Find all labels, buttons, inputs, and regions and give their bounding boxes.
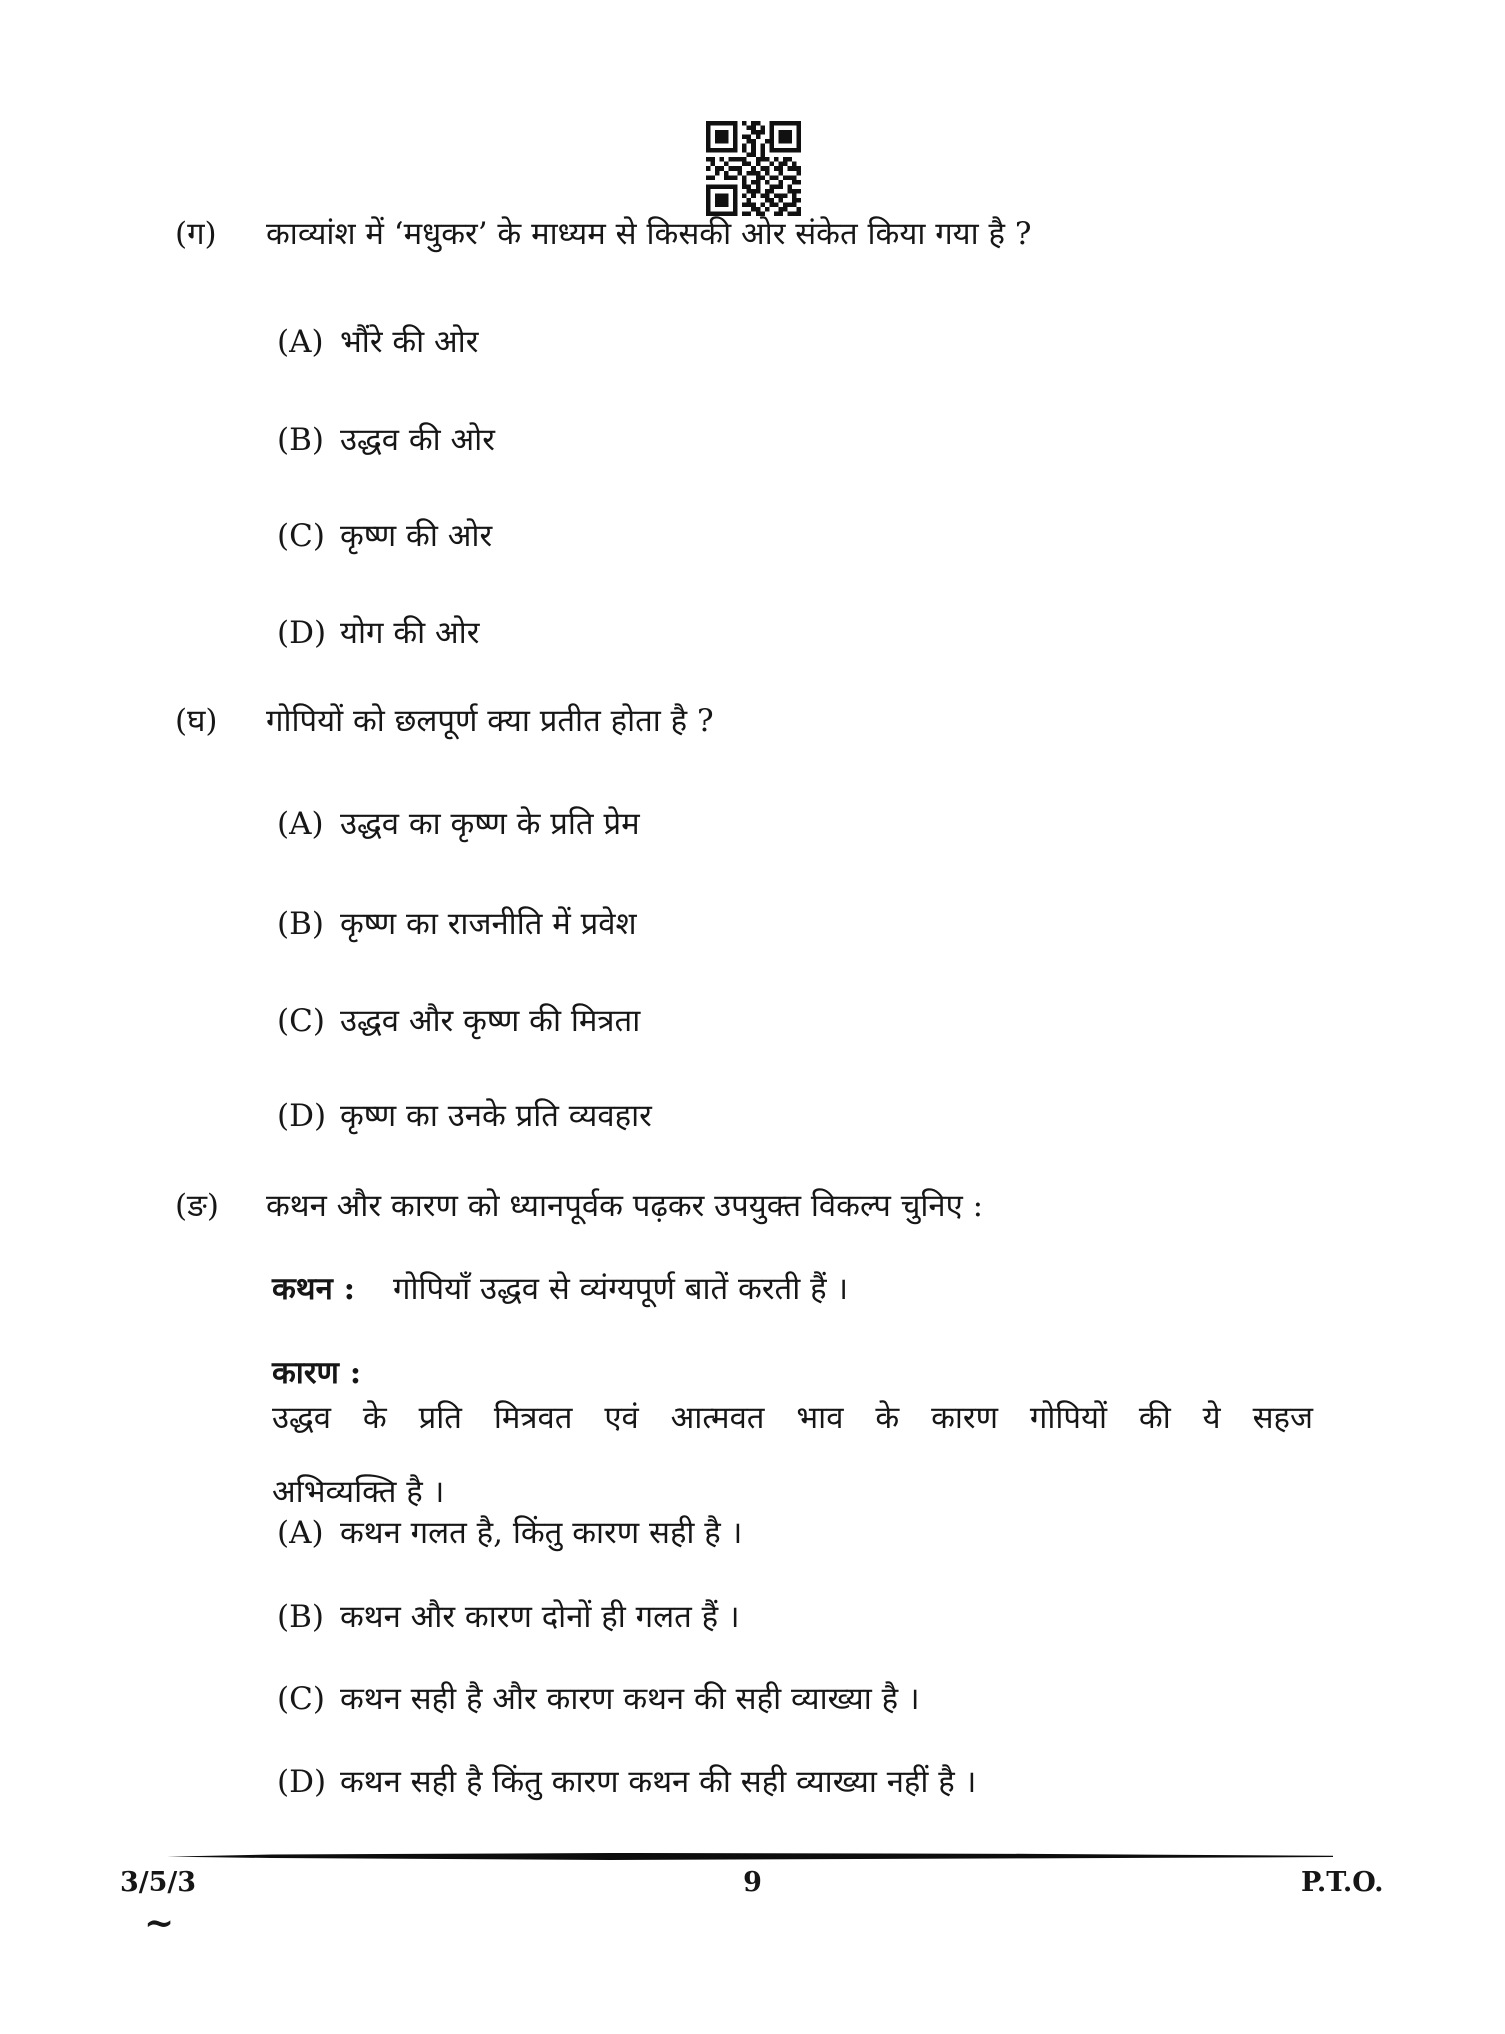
- question-nga-label: (ङ): [175, 1188, 219, 1224]
- assertion-row: [272, 1267, 848, 1312]
- reason-text: [272, 1396, 1313, 1515]
- footer-page-number: 9: [743, 1867, 762, 1898]
- question-nga: [175, 1184, 983, 1229]
- option-text: कथन गलत है, किंतु कारण सही है ।: [340, 1515, 743, 1551]
- question-ga-option-c: [277, 514, 492, 559]
- option-text: कथन सही है किंतु कारण कथन की सही व्याख्या नहीं है ।: [340, 1764, 977, 1800]
- assertion-text: गोपियाँ उद्धव से व्यंग्यपूर्ण बातें करती हैं ।: [393, 1271, 849, 1307]
- option-letter: (C): [277, 1681, 325, 1717]
- question-gha: [175, 699, 714, 744]
- option-letter: (B): [277, 422, 324, 458]
- question-ga-label: (ग): [175, 216, 217, 252]
- reason-text-line2: अभिव्यक्ति है ।: [272, 1474, 445, 1510]
- option-letter: (B): [277, 906, 324, 942]
- question-ga-option-a: [277, 320, 478, 365]
- option-letter: (B): [277, 1599, 324, 1635]
- option-text: उद्धव और कृष्ण की मित्रता: [340, 1003, 641, 1039]
- question-gha-option-a: [277, 802, 640, 847]
- qr-code-icon: [706, 121, 801, 216]
- question-gha-option-c: [277, 999, 640, 1044]
- option-letter: (D): [277, 1098, 327, 1134]
- question-nga-text: कथन और कारण को ध्यानपूर्वक पढ़कर उपयुक्त विकल्प चुनिए :: [266, 1188, 984, 1224]
- question-gha-text: गोपियों को छलपूर्ण क्या प्रतीत होता है ?: [266, 703, 714, 739]
- assertion-label: कथन :: [272, 1271, 356, 1307]
- question-ga-option-b: [277, 418, 495, 463]
- question-ga-option-d: [277, 611, 479, 656]
- question-gha-option-b: [277, 902, 637, 947]
- option-letter: (C): [277, 518, 325, 554]
- question-ga-text: काव्यांश में ‘मधुकर’ के माध्यम से किसकी ओर संकेत किया गया है ?: [266, 216, 1032, 252]
- question-nga-option-b: [277, 1595, 740, 1640]
- option-letter: (A): [277, 806, 324, 842]
- footer-tilde-mark: ~: [144, 1902, 175, 1944]
- reason-text-line1: उद्धव के प्रति मित्रवत एवं आत्मवत भाव के कारण गोपियों की ये सहज: [272, 1400, 1313, 1436]
- option-letter: (D): [277, 1764, 327, 1800]
- option-text: कृष्ण का उनके प्रति व्यवहार: [340, 1098, 652, 1134]
- footer-divider: [167, 1853, 1333, 1860]
- option-text: कृष्ण की ओर: [340, 518, 493, 554]
- question-ga: [175, 212, 1031, 257]
- option-text: उद्धव की ओर: [340, 422, 495, 458]
- option-letter: (C): [277, 1003, 325, 1039]
- option-letter: (D): [277, 615, 327, 651]
- question-gha-label: (घ): [175, 703, 218, 739]
- question-nga-option-a: [277, 1511, 742, 1556]
- option-letter: (A): [277, 1515, 324, 1551]
- option-text: कथन सही है और कारण कथन की सही व्याख्या है ।: [340, 1681, 920, 1717]
- option-text: कृष्ण का राजनीति में प्रवेश: [340, 906, 637, 942]
- question-nga-option-c: [277, 1677, 920, 1722]
- footer-pto-label: P.T.O.: [1301, 1867, 1384, 1898]
- question-nga-option-d: [277, 1760, 976, 1805]
- option-text: उद्धव का कृष्ण के प्रति प्रेम: [340, 806, 640, 842]
- reason-label: कारण :: [272, 1355, 362, 1391]
- option-letter: (A): [277, 324, 324, 360]
- option-text: कथन और कारण दोनों ही गलत हैं ।: [340, 1599, 740, 1635]
- question-gha-option-d: [277, 1094, 652, 1139]
- footer-set-code: 3/5/3: [120, 1867, 197, 1898]
- option-text: योग की ओर: [340, 615, 480, 651]
- reason-row: [272, 1351, 1313, 1515]
- option-text: भौंरे की ओर: [340, 324, 479, 360]
